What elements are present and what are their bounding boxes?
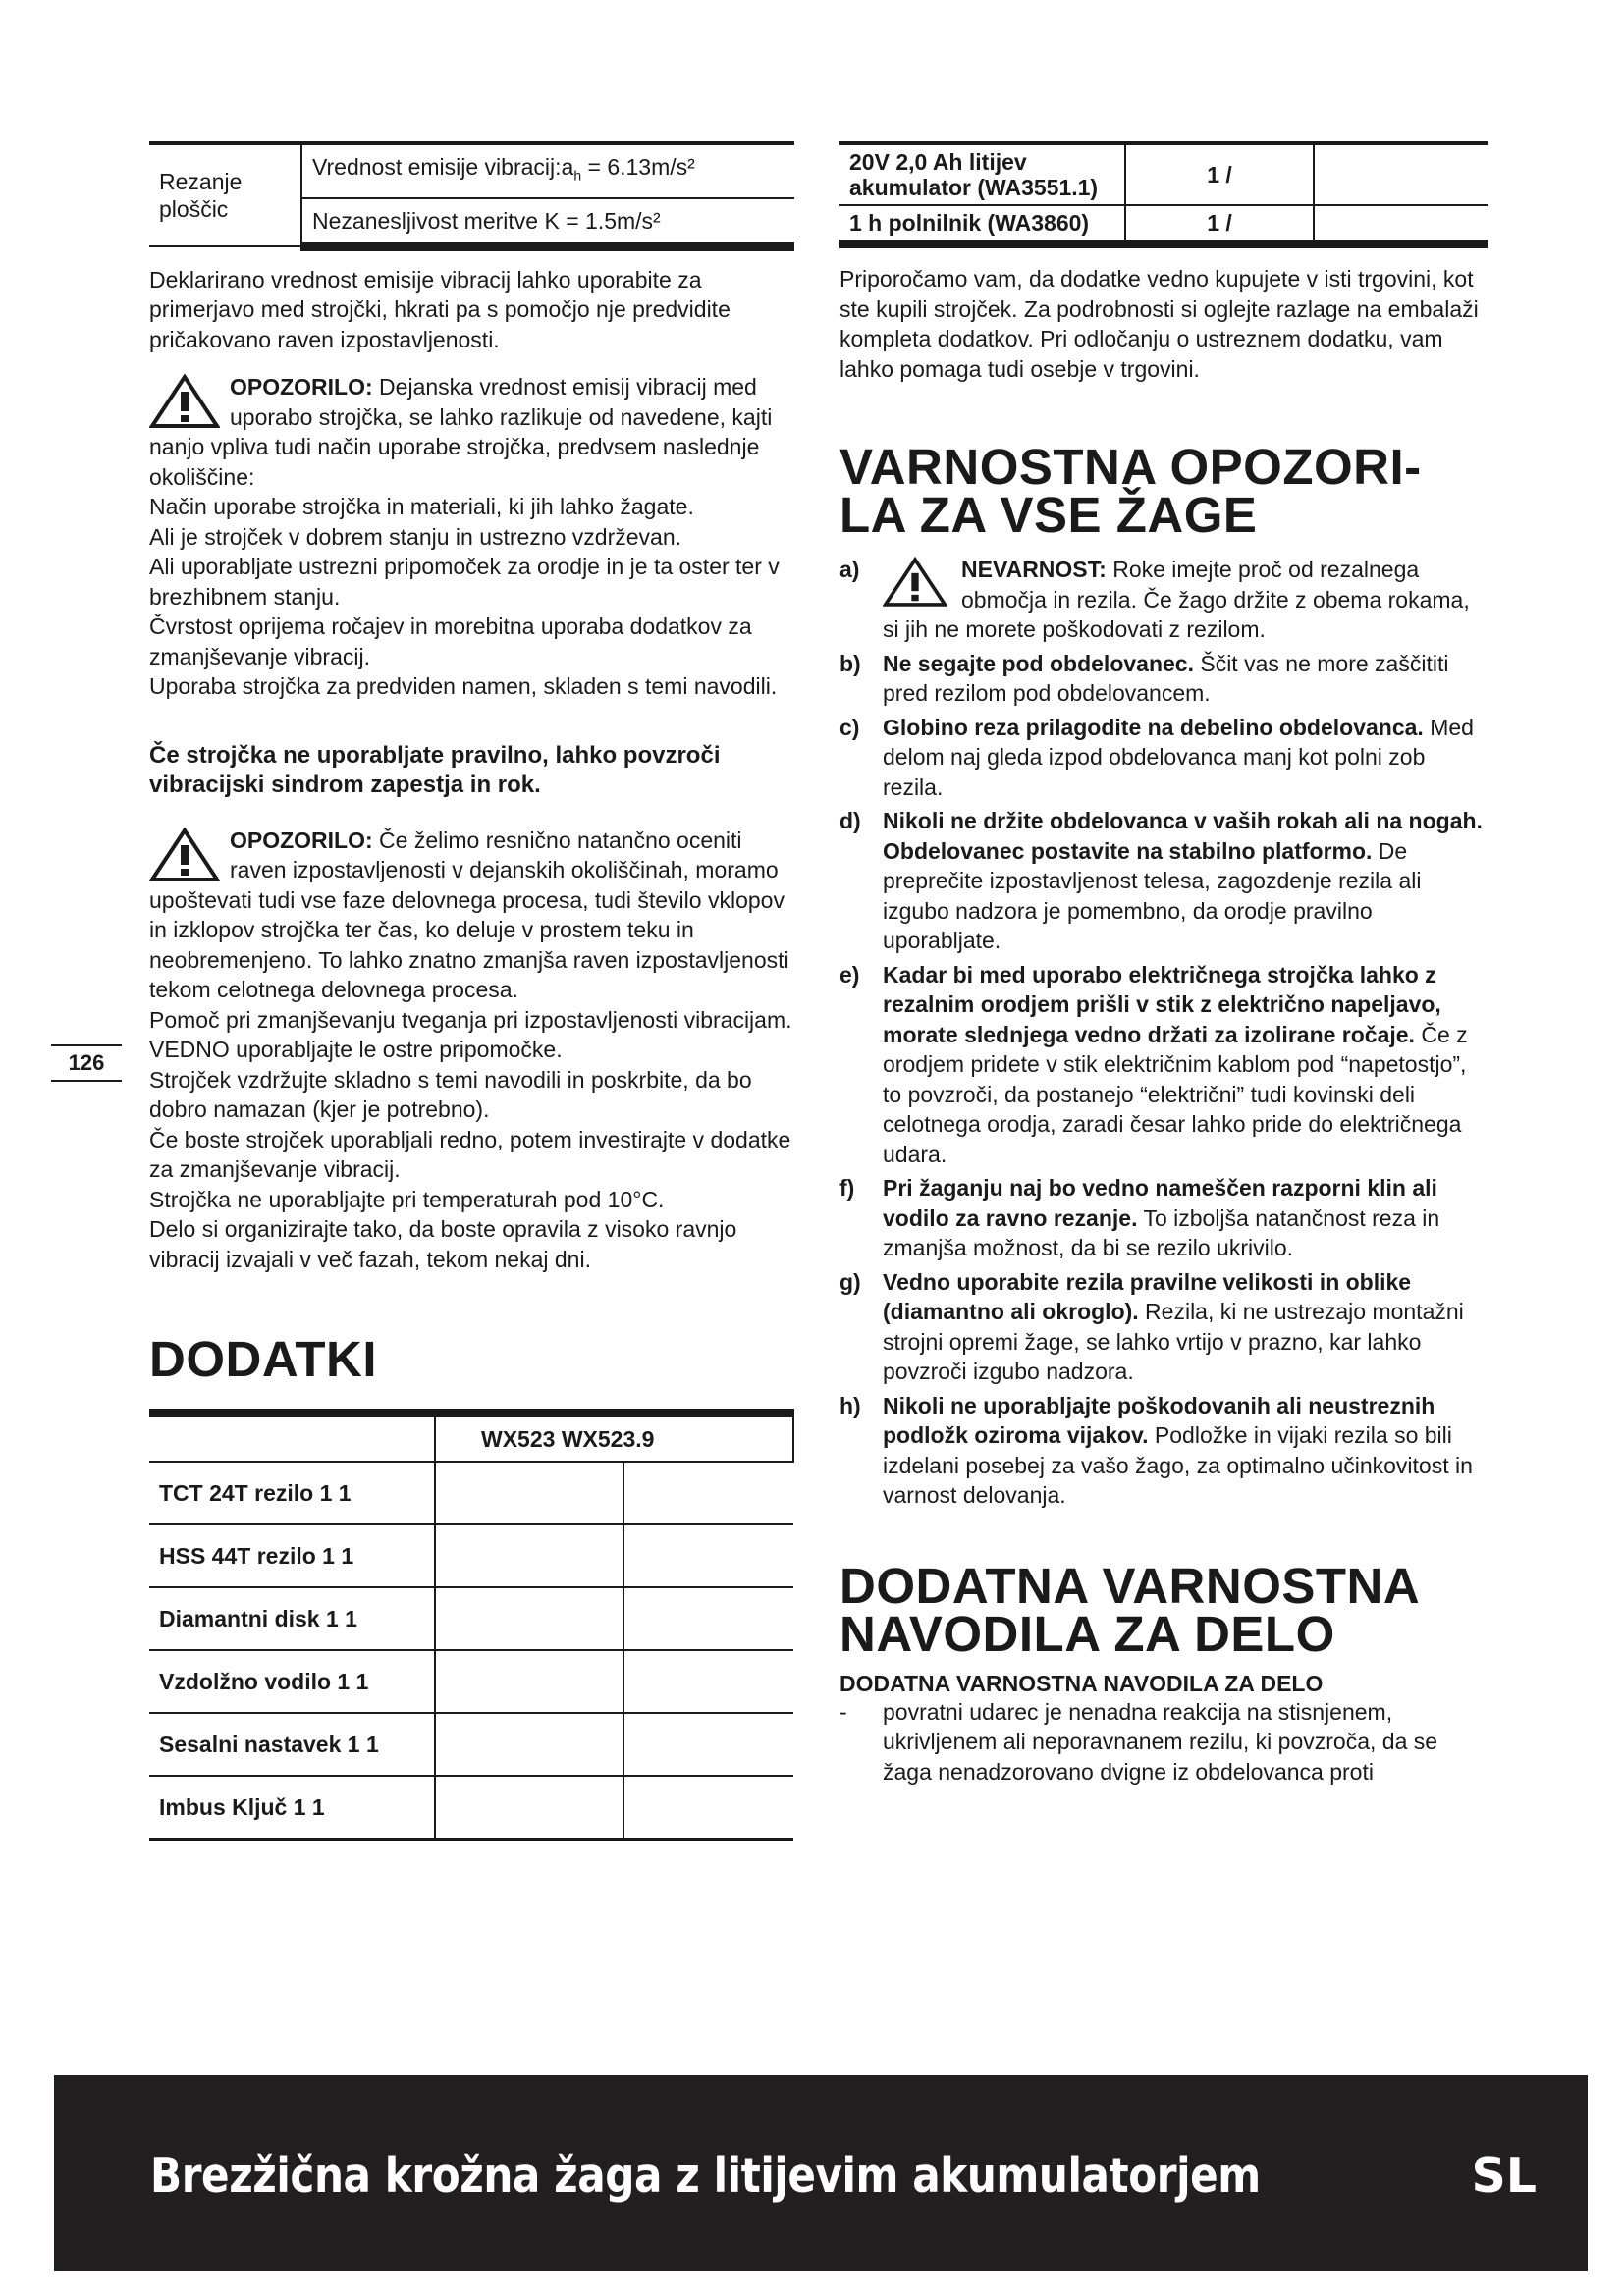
safety-item-text: Rezila, ki ne ustrezajo montažni strojni opremi žage, se lahko vrtijo v prazno, kar lahko povzroči izgubo nadzora.	[883, 1299, 1464, 1384]
vibration-row-label: Rezanje ploščic	[149, 143, 301, 246]
safety-item-bold: Ne segajte pod obdelovanec.	[883, 650, 1194, 676]
safety-list	[839, 649, 1488, 1511]
safety-item-text: Če z orodjem pridete v stik električnim kablom pod “napetostjo”, to povzroči, da postanejo “električni” tudi kovinski deli celotnega orodja, zaradi česar lahko pride do električnega udara.	[883, 1021, 1468, 1167]
battery-name: 20V 2,0 Ah litijev akumulator (WA3551.1)	[839, 143, 1125, 205]
warning-1	[149, 372, 794, 702]
safety-heading: VARNOSTNA OPOZORI- LA ZA VSE ŽAGE	[839, 439, 1422, 543]
charger-name: 1 h polnilnik (WA3860)	[839, 205, 1125, 244]
warning-triangle-icon	[149, 374, 220, 429]
accessory-row: Imbus Ključ 1 1	[149, 1776, 435, 1840]
safety-item-letter: b)	[839, 650, 861, 676]
vibration-emission: Vrednost emisije $vibracij:a_h = 6.13m/s^2$	[301, 143, 794, 198]
safety-item	[839, 806, 1488, 956]
safety-item-text: To izboljša natančnost reza in zmanjša možnost, da bi se rezilo ukrivilo.	[883, 1204, 1440, 1260]
safety-item-text: De preprečite izpostavljenost telesa, zagozdenje rezila ali izgubo nadzora je pomembno, da orodje pravilno uporabljate.	[883, 837, 1422, 953]
safety-item-letter: c)	[839, 714, 860, 740]
danger-item: a) NEVARNOST: Roke imejte proč od rezalnega območja in rezila. Če žago držite z obema rokama, si jih ne morete poškodovati z rezilom.	[839, 557, 1470, 642]
additional-subhead: DODATNA VARNOSTNA NAVODILA ZA DELO	[839, 1670, 1324, 1696]
safety-item	[839, 649, 1488, 709]
safety-item	[839, 713, 1488, 803]
safety-item-bold: Nikoli ne držite obdelovanca v vaših rokah ali na nogah. Obdelovanec postavite na stabilno platformo.	[883, 808, 1483, 864]
vibration-table	[149, 141, 794, 251]
accessory-row: Sesalni nastavek 1 1	[149, 1713, 435, 1776]
danger-triangle-icon	[883, 557, 947, 608]
safety-item-letter: f)	[839, 1175, 855, 1201]
w2-line-3: Strojček vzdržujte skladno s temi navodili in poskrbite, da bo dobro namazan (kjer je potrebno).	[149, 1066, 752, 1123]
charger-qty: 1 /	[1125, 205, 1314, 244]
safety-item-letter: g)	[839, 1268, 861, 1295]
w1-line-4: Čvrstost oprijema ročajev in morebitna uporaba dodatkov za zmanjševanje vibracij.	[149, 614, 752, 669]
accessory-row: Vzdolžno vodilo 1 1	[149, 1650, 435, 1713]
warning-1-text: Dejanska vrednost emisij vibracij med uporabo strojčka, se lahko razlikuje od navedene, kajti nanjo vpliva tudi način uporabe strojčka, predvsem naslednje okoliščine:	[149, 374, 773, 490]
safety-item	[839, 1267, 1488, 1387]
bold-warning: Če strojčka ne uporabljate pravilno, lahko povzroči vibracijski sindrom zapestja in rok.	[149, 741, 721, 798]
battery-table	[839, 141, 1488, 248]
kickback-text: povratni udarec je nenadna reakcija na stisnjenem, ukrivljenem ali neporavnanem rezilu, ki povzroča, da se žaga nenadzorovano dvigne iz obdelovanca proti	[883, 1698, 1438, 1785]
w2-line-5: Strojčka ne uporabljajte pri temperaturah pod 10°C.	[149, 1186, 665, 1212]
battery-qty: 1 /	[1125, 143, 1314, 205]
accessory-row: TCT 24T rezilo 1 1	[149, 1462, 435, 1524]
footer-banner	[54, 2075, 1588, 2271]
warning-1-label: OPOZORILO:	[230, 374, 373, 400]
danger-text: Roke imejte proč od rezalnega območja in rezila. Če žago držite z obema rokama, si jih ne morete poškodovati z rezilom.	[883, 557, 1470, 642]
additional-heading: DODATNA VARNOSTNA NAVODILA ZA DELO	[839, 1557, 1421, 1662]
safety-item-bold: Pri žaganju naj bo vedno nameščen razporni klin ali vodilo za ravno rezanje.	[883, 1175, 1437, 1231]
vibration-uncertainty: Nezanesljivost meritve K = 1.5m/s²	[301, 198, 794, 247]
safety-item	[839, 1173, 1488, 1263]
w2-line-6: Delo si organizirajte tako, da boste opravila z visoko ravnjo vibracij izvajali v več fazah, tekom nekaj dni.	[149, 1216, 737, 1272]
warning-2-label: OPOZORILO:	[230, 827, 373, 853]
safety-item-bold: Kadar bi med uporabo električnega strojčka lahko z rezalnim orodjem prišli v stik z električno napeljavo, morate slednjega vedno držati za izolirane ročaje.	[883, 961, 1441, 1047]
safety-item-bold: Vedno uporabite rezila pravilne velikosti in oblike (diamantno ali okroglo).	[883, 1268, 1412, 1324]
accessory-row: Diamantni disk 1 1	[149, 1587, 435, 1650]
warning-triangle-icon	[149, 828, 220, 882]
safety-item-text: Med delom naj gleda izpod obdelovanca manj kot polni zob rezila.	[883, 714, 1474, 800]
safety-item	[839, 1391, 1488, 1511]
safety-item-bold: Nikoli ne uporabljajte poškodovanih ali neustreznih podložk oziroma vijakov.	[883, 1392, 1435, 1448]
declared-text: Deklarirano vrednost emisije vibracij lahko uporabite za primerjavo med strojčki, hkrati pa s pomočjo nje predvidite pričakovano raven izpostavljenosti.	[149, 266, 731, 352]
footer-language: SL	[1471, 2148, 1537, 2204]
w2-line-1: Pomoč pri zmanjševanju tveganja pri izpostavljenosti vibracijam.	[149, 1006, 792, 1033]
safety-item-text: Ščit vas ne more zaščititi pred rezilom pod obdelovancem.	[883, 650, 1449, 706]
footer-title: Brezžična krožna žaga z litijevim akumulatorjem	[150, 2148, 1261, 2204]
page-number: 126	[51, 1044, 122, 1082]
safety-item-letter: h)	[839, 1392, 861, 1418]
w1-line-2: Ali je strojček v dobrem stanju in ustrezno vzdrževan.	[149, 523, 682, 550]
accessory-row: HSS 44T rezilo 1 1	[149, 1524, 435, 1587]
accessories-header: WX523 WX523.9	[435, 1414, 793, 1463]
recommend-text: Priporočamo vam, da dodatke vedno kupujete v isti trgovini, kot ste kupili strojček. Za podrobnosti si oglejte razlage na embalaži kompleta dodatkov. Pri odločanju o ustreznem dodatku, vam lahko pomaga tudi osebje v trgovini.	[839, 266, 1479, 382]
w2-line-2: VEDNO uporabljajte le ostre pripomočke.	[149, 1037, 563, 1063]
safety-item-letter: d)	[839, 808, 861, 833]
warning-2-text: Če želimo resnično natančno oceniti raven izpostavljenosti v dejanskih okoliščinah, moramo upoštevati tudi vse faze delovnega procesa, tudi število vklopov in izklopov strojčka ter čas, ko deluje v prostem teku in neobremenjeno. To lahko znatno zmanjša raven izpostavljenosti tekom celotnega delovnega procesa.	[149, 827, 789, 1003]
right-column	[839, 141, 1488, 1787]
safety-item	[839, 960, 1488, 1170]
safety-item-bold: Globino reza prilagodite na debelino obdelovanca.	[883, 714, 1424, 740]
w1-line-3: Ali uporabljate ustrezni pripomoček za orodje in je ta oster ter v brezhibnem stanju.	[149, 554, 780, 610]
safety-item-text: Podložke in vijaki rezila so bili izdelani posebej za vašo žago, za optimalno učinkovitost in varnost delovanja.	[883, 1422, 1473, 1508]
safety-item-letter: e)	[839, 961, 860, 988]
kickback-item: - povratni udarec je nenadna reakcija na stisnjenem, ukrivljenem ali neporavnanem rezilu, ki povzroča, da se žaga nenadzorovano dvigne iz obdelovanca proti	[839, 1697, 1488, 1788]
danger-label: NEVARNOST:	[961, 557, 1107, 582]
warning-2	[149, 826, 794, 1275]
w2-line-4: Če boste strojček uporabljali redno, potem investirajte v dodatke za zmanjševanje vibracij.	[149, 1126, 791, 1183]
left-column	[149, 141, 794, 1841]
w1-line-1: Način uporabe strojčka in materiali, ki jih lahko žagate.	[149, 494, 694, 520]
accessories-heading: DODATKI	[149, 1331, 378, 1388]
w1-line-5: Uporaba strojčka za predviden namen, skladen s temi navodili.	[149, 673, 778, 700]
accessories-table	[149, 1409, 794, 1841]
